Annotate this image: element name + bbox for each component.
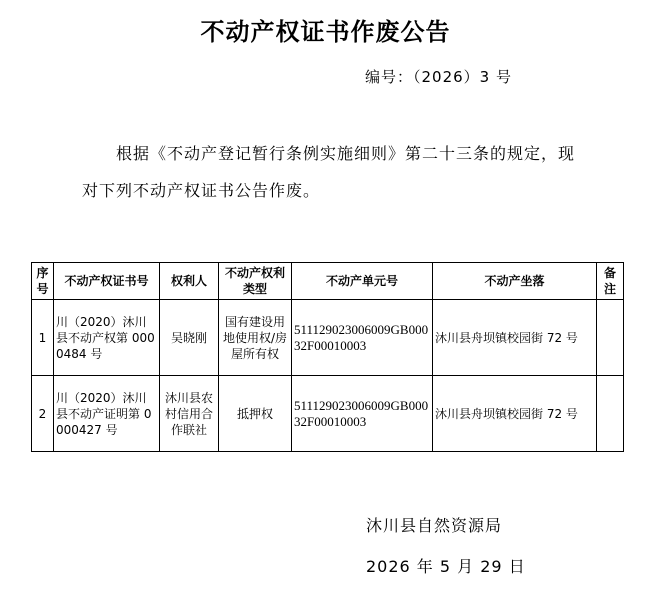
cell-unit-no: 511129023006009GB00032F00010003 [292, 300, 433, 376]
certificate-table [31, 262, 624, 452]
cell-cert-no: 川（2020）沐川县不动产证明第 0000427 号 [54, 376, 160, 452]
table-row [32, 376, 624, 452]
cell-remark [597, 300, 624, 376]
header-cert-no: 不动产权证书号 [54, 263, 160, 300]
header-right-type: 不动产权利类型 [219, 263, 292, 300]
issuing-organization: 沐川县自然资源局 [366, 516, 503, 535]
cell-unit-no: 511129023006009GB00032F00010003 [292, 376, 433, 452]
cell-right-type: 国有建设用地使用权/房屋所有权 [219, 300, 292, 376]
header-remark: 备注 [597, 263, 624, 300]
cell-holder: 沐川县农村信用合作联社 [160, 376, 219, 452]
cell-right-type: 抵押权 [219, 376, 292, 452]
header-holder: 权利人 [160, 263, 219, 300]
table-header-row [32, 263, 624, 300]
cell-location: 沐川县舟坝镇校园街 72 号 [433, 376, 597, 452]
issue-date: 2026 年 5 月 29 日 [366, 557, 526, 576]
cell-seq: 1 [32, 300, 54, 376]
cell-remark [597, 376, 624, 452]
document-number: 编号：（2026）3 号 [365, 68, 512, 86]
notice-body: 根据《不动产登记暂行条例实施细则》第二十三条的规定，现对下列不动产权证书公告作废。 [82, 144, 576, 200]
cell-holder: 吴晓刚 [160, 300, 219, 376]
cell-location: 沐川县舟坝镇校园街 72 号 [433, 300, 597, 376]
cell-cert-no: 川（2020）沐川县不动产权第 0000484 号 [54, 300, 160, 376]
table-row [32, 300, 624, 376]
cell-seq: 2 [32, 376, 54, 452]
header-unit-no: 不动产单元号 [292, 263, 433, 300]
notice-title: 不动产权证书作废公告 [200, 18, 451, 46]
header-location: 不动产坐落 [433, 263, 597, 300]
header-seq: 序号 [32, 263, 54, 300]
